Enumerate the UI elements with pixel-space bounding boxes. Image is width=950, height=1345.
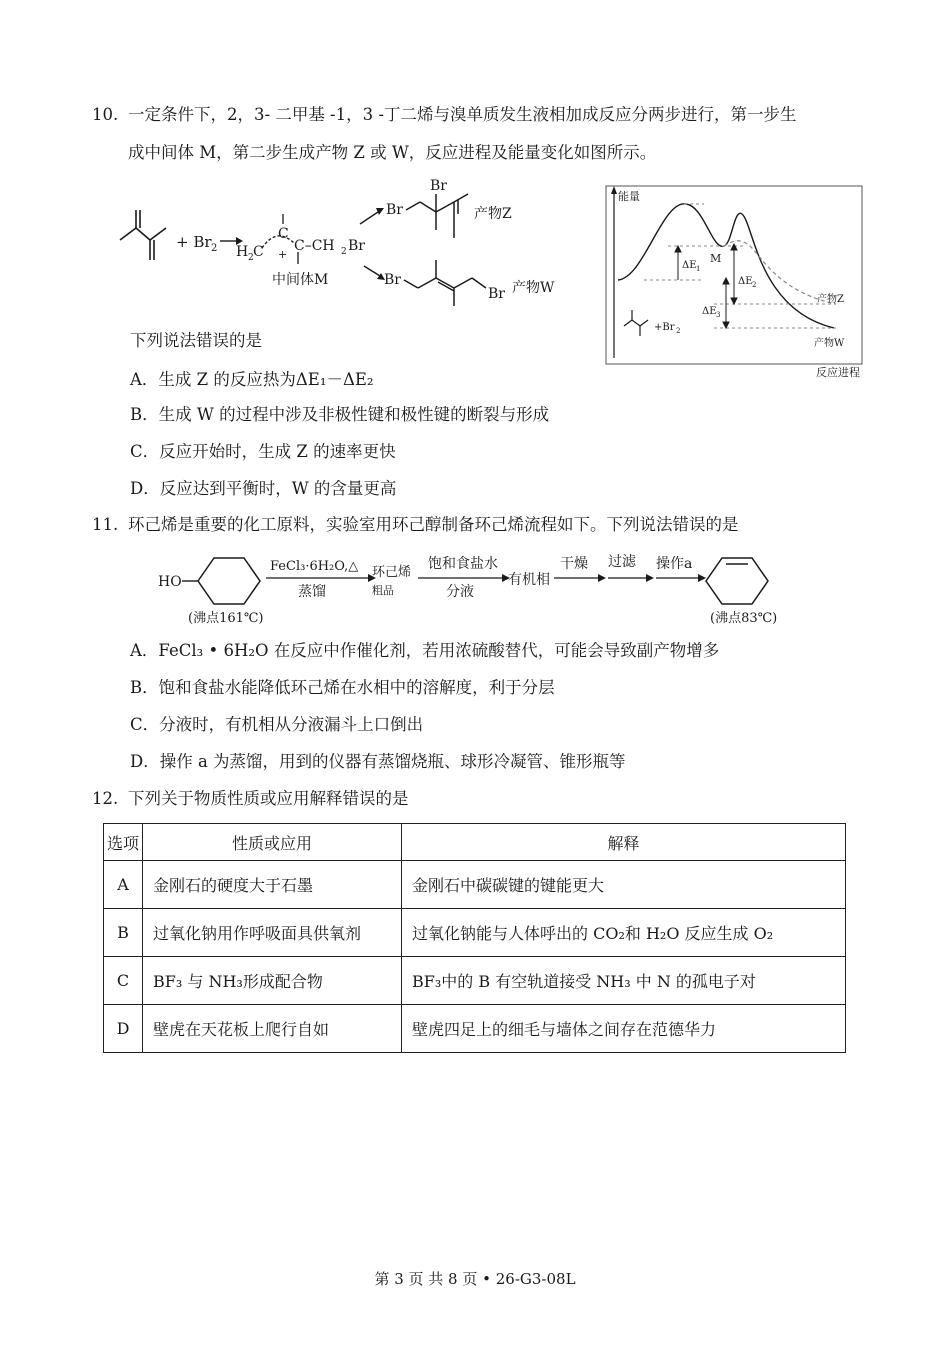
row-option: C	[104, 957, 143, 1005]
table-row	[104, 909, 846, 957]
q11-option-a: A．FeCl₃ • 6H₂O 在反应中作催化剂，若用浓硫酸替代，可能会导致副产物增多	[130, 641, 720, 660]
w-br2: Br	[488, 286, 505, 302]
delta-e3: ΔE	[702, 306, 717, 317]
svg-text:2: 2	[752, 281, 757, 289]
table-row	[104, 861, 846, 909]
q11-stem: 环己烯是重要的化工原料，实验室用环己醇制备环己烯流程如下。下列说法错误的是	[128, 515, 739, 534]
q11-number: 11.	[92, 515, 119, 534]
q10-number: 10.	[92, 105, 119, 124]
intermediate-m-label: 中间体M	[272, 272, 329, 288]
carbocation-plus: +	[278, 248, 288, 261]
energy-axis-label: 能量	[618, 190, 640, 203]
table-row	[104, 1005, 846, 1053]
organic-label: 有机相	[508, 572, 550, 588]
crude-label: 环己烯	[372, 565, 412, 580]
c2-label: C	[278, 226, 289, 242]
q11-option-d: D．操作 a 为蒸馏，用到的仪器有蒸馏烧瓶、球形冷凝管、锥形瓶等	[130, 752, 626, 771]
br2-subscript: 2	[211, 243, 218, 254]
q12-number: 12.	[92, 789, 119, 808]
q11-option-c: C．分液时，有机相从分液漏斗上口倒出	[130, 715, 424, 734]
row-explanation: 金刚石中碳碳键的键能更大	[402, 861, 846, 909]
cyclohexanol-bp: (沸点161℃)	[188, 611, 264, 626]
q10-energy-diagram	[604, 180, 866, 382]
m-label: M	[710, 252, 722, 265]
product-w-label: 产物W	[512, 280, 555, 296]
brine-label: 饱和食盐水	[428, 556, 498, 572]
q10-option-c: C．反应开始时，生成 Z 的速率更快	[130, 442, 396, 461]
z-br1: Br	[386, 202, 403, 218]
filter-label: 过滤	[608, 554, 636, 570]
energy-levels	[644, 204, 836, 328]
q11-flow-diagram	[150, 544, 800, 634]
crude-label-2: 粗品	[372, 584, 394, 597]
c1-label: C	[253, 244, 264, 260]
q10-stem-line2: 成中间体 M，第二步生成产物 Z 或 W，反应进程及能量变化如图所示。	[128, 143, 657, 162]
ho-label: HO	[158, 574, 182, 590]
diene-structure	[120, 210, 166, 260]
cyclohexene-ring	[706, 558, 768, 604]
product-z-level-label: 产物Z	[817, 294, 844, 305]
row-explanation: 过氧化钠能与人体呼出的 CO₂和 H₂O 反应生成 O₂	[402, 909, 846, 957]
sep-label: 分液	[446, 584, 474, 600]
z-br2: Br	[430, 178, 447, 194]
row-option: B	[104, 909, 143, 957]
product-z-label: 产物Z	[474, 206, 512, 222]
distill-label: 蒸馏	[298, 584, 326, 600]
reactant-diene-icon	[624, 310, 648, 336]
delta-e2: ΔE	[738, 276, 753, 287]
dry-label: 干燥	[560, 556, 588, 572]
plus-br2: + Br	[176, 233, 212, 251]
q10-stem-line1: 一定条件下，2，3- 二甲基 -1，3 -丁二烯与溴单质发生液相加成反应分两步进行，第一步生	[128, 105, 797, 124]
q10-prompt: 下列说法错误的是	[130, 331, 262, 350]
q12-table	[103, 823, 846, 1053]
op-a-label: 操作a	[656, 556, 693, 572]
row-option: A	[104, 861, 143, 909]
ch2-subscript: 2	[341, 247, 347, 257]
q11-option-b: B．饱和食盐水能降低环己烯在水相中的溶解度，利于分层	[130, 678, 555, 697]
row-property: 壁虎在天花板上爬行自如	[143, 1005, 402, 1053]
table-header-row	[104, 824, 846, 861]
row-property: BF₃ 与 NH₃形成配合物	[143, 957, 402, 1005]
product-w-structure	[404, 260, 486, 306]
svg-text:3: 3	[716, 311, 721, 319]
progress-axis-label: 反应进程	[816, 366, 860, 379]
page-footer: 第 3 页 共 8 页 • 26-G3-08L	[374, 1270, 576, 1288]
row-property: 过氧化钠用作呼吸面具供氧剂	[143, 909, 402, 957]
arrow-to-z	[360, 212, 378, 224]
q10-reaction-scheme	[112, 178, 582, 308]
reagent-label: FeCl₃·6H₂O,△	[270, 559, 359, 574]
q10-option-d: D．反应达到平衡时，W 的含量更高	[130, 479, 397, 498]
h2c-label: H	[236, 244, 249, 260]
reactant-br2-label: +Br	[654, 322, 675, 333]
cyclohexanol-ring	[198, 558, 260, 604]
h2-subscript: 2	[248, 253, 254, 263]
w-br1: Br	[384, 272, 401, 288]
row-property: 金刚石的硬度大于石墨	[143, 861, 402, 909]
cyclohexene-bp: (沸点83℃)	[710, 611, 778, 626]
svg-text:1: 1	[696, 265, 701, 273]
product-z-structure	[406, 194, 468, 238]
row-explanation: BF₃中的 B 有空轨道接受 NH₃ 中 N 的孤电子对	[402, 957, 846, 1005]
header-option: 选项	[104, 824, 143, 861]
table-row	[104, 957, 846, 1005]
q10-option-b: B．生成 W 的过程中涉及非极性键和极性键的断裂与形成	[130, 405, 550, 424]
row-explanation: 壁虎四足上的细毛与墙体之间存在范德华力	[402, 1005, 846, 1053]
header-property: 性质或应用	[143, 824, 402, 861]
arrow-to-w	[364, 266, 380, 276]
delta-e1: ΔE	[682, 260, 697, 271]
product-w-level-label: 产物W	[814, 338, 845, 349]
q10-option-a: A．生成 Z 的反应热为ΔE₁－ΔE₂	[130, 370, 374, 389]
br-label: Br	[348, 238, 365, 254]
c3-label: C–CH	[294, 238, 335, 254]
header-explanation: 解释	[402, 824, 846, 861]
row-option: D	[104, 1005, 143, 1053]
svg-text:2: 2	[676, 327, 681, 335]
q12-stem: 下列关于物质性质或应用解释错误的是	[128, 789, 409, 808]
